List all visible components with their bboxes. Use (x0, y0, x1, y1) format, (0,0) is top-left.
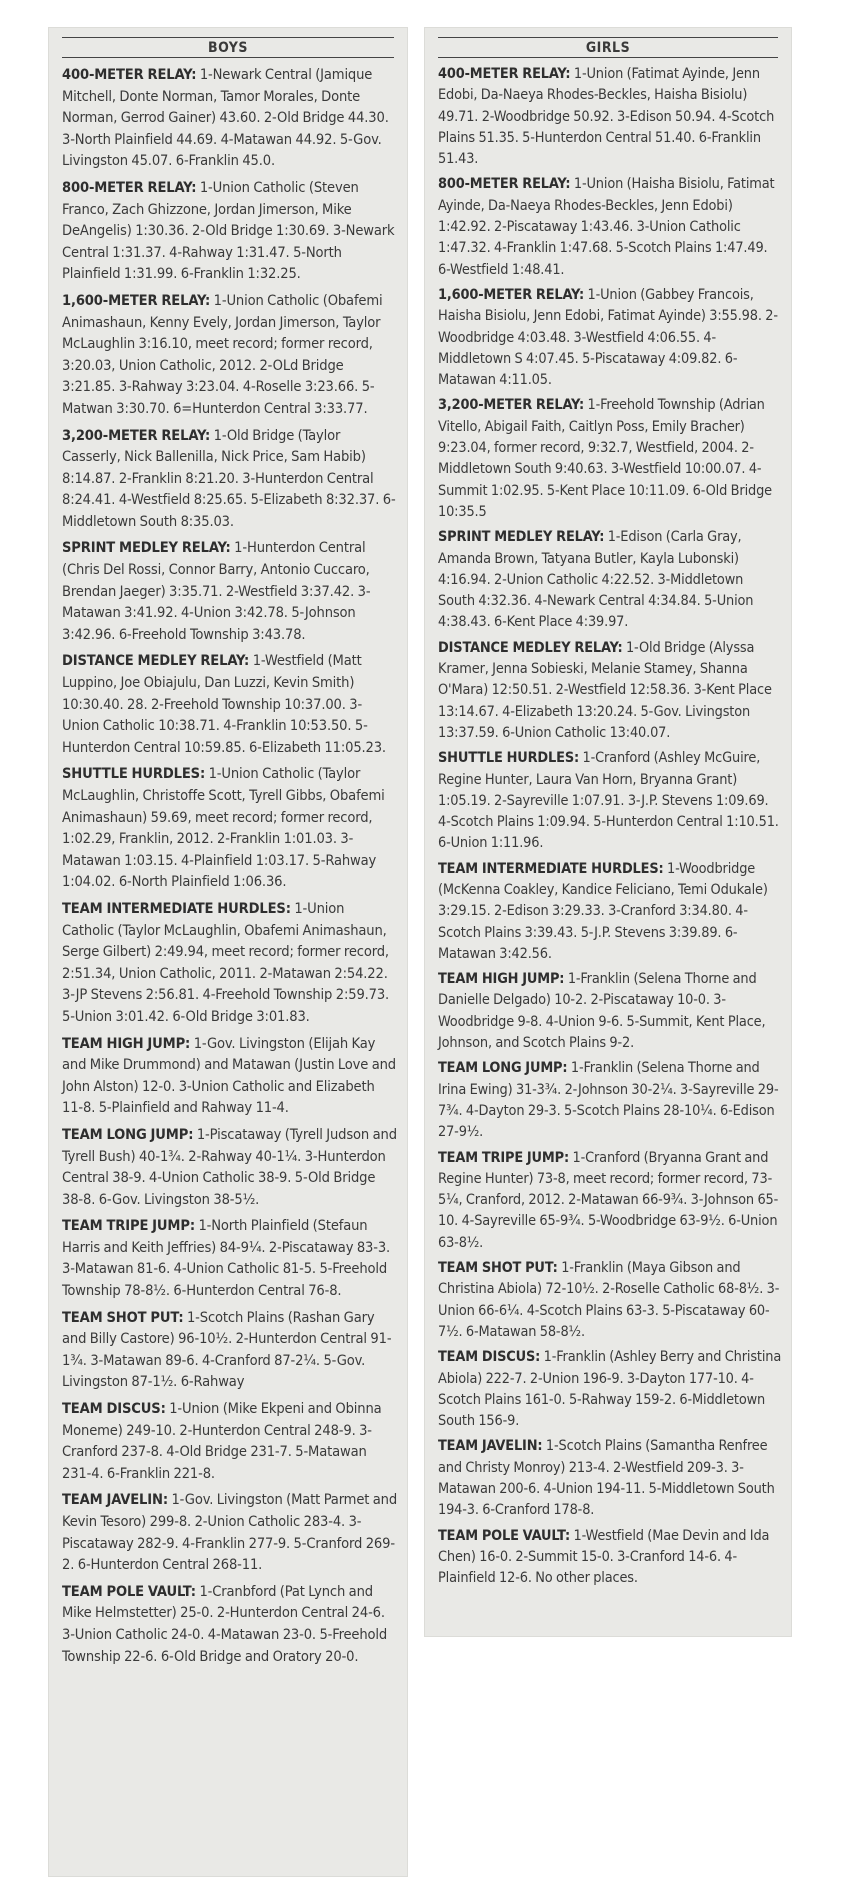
event-results-text: 1-Union Catholic (Obafemi Animashaun, Kenny Evely, Jordan Jimerson, Taylor McLaughlin 3:16.10, meet record; former record, 3:20.03, Union Catholic, 2012. 2-OLd Bridge 3:21.85. 3-Rahway 3:23.04. 4-Roselle 3:23.66. 5-Matwan 3:30.70. 6=Hunterdon Central 3:33.77. (62, 291, 383, 417)
boys-event-result (62, 1124, 398, 1210)
boys-event-result (62, 1398, 398, 1484)
boys-event-result (62, 537, 398, 645)
event-results-text: 1-Gov. Livingston (Matt Parmet and Kevin Tesoro) 299-8. 2-Union Catholic 283-4. 3-Piscataway 282-9. 4-Franklin 277-9. 5-Cranford 269-2. 6-Hunterdon Central 268-11. (62, 1491, 398, 1574)
girls-event-result (438, 1526, 782, 1590)
girls-event-result (438, 527, 782, 633)
event-results-text: 1-Union (Fatimat Ayinde, Jenn Edobi, Da-Naeya Rhodes-Beckles, Haisha Bisiolu) 49.71. 2-Woodbridge 50.92. 3-Edison 50.94. 4-Scotch Plains 51.35. 5-Hunterdon Central 51.40. 6-Franklin 51.43. (438, 66, 775, 168)
boys-event-result (62, 425, 398, 533)
event-results-text: 1-Newark Central (Jamique Mitchell, Donte Norman, Tamor Morales, Donte Norman, Gerrod Gainer) 43.60. 2-Old Bridge 44.30. 3-North Plainfield 44.69. 4-Matawan 44.92. 5-Gov. Livingston 45.07. 6-Franklin 45.0. (62, 66, 389, 170)
girls-event-result (438, 395, 782, 523)
girls-results-column (424, 27, 792, 1637)
event-results-text: 1-Union Catholic (Taylor McLaughlin, Obafemi Animashaun, Serge Gilbert) 2:49.94, meet record; former record, 2:51.34, Union Catholic, 2011. 2-Matawan 2:54.22. 3-JP Stevens 2:56.81. 4-Freehold Township 2:59.73. 5-Union 3:01.42. 6-Old Bridge 3:01.83. (62, 899, 390, 1025)
event-results-text: 1-Franklin (Selena Thorne and Danielle Delgado) 10-2. 2-Piscataway 10-0. 3-Woodbridge 9-8. 4-Union 9-6. 5-Summit, Kent Place, Johnson, and Scotch Plains 9-2. (438, 971, 766, 1052)
event-title: 3,200-METER RELAY: (438, 397, 585, 414)
event-title: TEAM POLE VAULT: (438, 1527, 571, 1544)
event-results-text: 1-North Plainfield (Stefaun Harris and Keith Jeffries) 84-9¼. 2-Piscataway 83-3. 3-Matawan 81-6. 4-Union Catholic 81-5. 5-Freehold Township 78-8½. 6-Hunterdon Central 76-8. (62, 1217, 391, 1300)
girls-event-result (438, 285, 782, 391)
event-title: SPRINT MEDLEY RELAY: (62, 539, 231, 557)
event-title: TEAM JAVELIN: (62, 1491, 168, 1509)
girls-event-result (438, 969, 782, 1054)
event-results-text: 1-Piscataway (Tyrell Judson and Tyrell Bush) 40-1¾. 2-Rahway 40-1¼. 3-Hunterdon Central 38-9. 4-Union Catholic 38-9. 5-Old Bridge 38-8. 6-Gov. Livingston 38-5½. (62, 1125, 397, 1208)
boys-event-result (62, 1307, 398, 1393)
boys-event-result (62, 1033, 398, 1119)
girls-event-result (438, 1058, 782, 1143)
boys-heading: BOYS (62, 37, 394, 58)
event-title: TEAM HIGH JUMP: (438, 971, 565, 988)
boys-event-result (62, 763, 398, 893)
girls-event-result (438, 1258, 782, 1343)
event-title: 400-METER RELAY: (62, 66, 197, 83)
event-results-text: 1-Gov. Livingston (Elijah Kay and Mike Drummond) and Matawan (Justin Love and John Alston) 12-0. 3-Union Catholic and Elizabeth 11-8. 5-Plainfield and Rahway 11-4. (62, 1034, 396, 1117)
event-title: TEAM INTERMEDIATE HURDLES: (62, 899, 291, 917)
event-results-text: 1-Cranford (Ashley McGuire, Regine Hunter, Laura Van Horn, Bryanna Grant) 1:05.19. 2-Sayreville 1:07.91. 3-J.P. Stevens 1:09.69. 4-Scotch Plains 1:09.94. 5-Hunterdon Central 1:10.51. 6-Union 1:11.96. (438, 750, 779, 852)
event-results-text: 1-Cranford (Bryanna Grant and Regine Hunter) 73-8, meet record; former record, 73-5¼, Cranford, 2012. 2-Matawan 66-9¾. 3-Johnson 65-10. 4-Sayreville 65-9¾. 5-Woodbridge 63-9½. 6-Union 63-8½. (438, 1149, 779, 1251)
girls-event-result (438, 1347, 782, 1432)
event-title: TEAM TRIPE JUMP: (62, 1217, 195, 1235)
event-title: TEAM SHOT PUT: (62, 1308, 184, 1326)
event-title: SPRINT MEDLEY RELAY: (438, 529, 605, 546)
event-title: DISTANCE MEDLEY RELAY: (62, 652, 250, 670)
event-results-text: 1-Scotch Plains (Samantha Renfree and Christy Monroy) 213-4. 2-Westfield 209-3. 3-Matawan 200-6. 4-Union 194-11. 5-Middletown South 194-3. 6-Cranford 178-8. (438, 1438, 775, 1519)
event-results-text: 1-Edison (Carla Gray, Amanda Brown, Tatyana Butler, Kayla Lubonski) 4:16.94. 2-Union Catholic 4:22.52. 3-Middletown South 4:32.36. 4-Newark Central 4:34.84. 5-Union 4:38.43. 6-Kent Place 4:39.97. (438, 529, 754, 631)
girls-event-result (438, 64, 782, 170)
event-title: TEAM INTERMEDIATE HURDLES: (438, 860, 664, 877)
boys-event-result (62, 650, 398, 758)
girls-heading: GIRLS (438, 37, 778, 58)
event-title: TEAM HIGH JUMP: (62, 1034, 191, 1052)
boys-event-result (62, 1581, 398, 1667)
event-results-text: 1-Franklin (Maya Gibson and Christina Abiola) 72-10½. 2-Roselle Catholic 68-8½. 3-Union 66-6¼. 4-Scotch Plains 63-3. 5-Piscataway 60-7½. 6-Matawan 58-8½. (438, 1260, 780, 1340)
boys-event-result (62, 64, 398, 172)
boys-event-result (62, 898, 398, 1028)
event-results-text: 1-Westfield (Matt Luppino, Joe Obiajulu, Dan Luzzi, Kevin Smith) 10:30.40. 28. 2-Freehold Township 10:37.00. 3-Union Catholic 10:38.71. 4-Franklin 10:53.50. 5-Hunterdon Central 10:59.85. 6-Elizabeth 11:05.23. (62, 652, 386, 756)
event-results-text: 1-Woodbridge (McKenna Coakley, Kandice Feliciano, Temi Odukale) 3:29.15. 2-Edison 3:29.33. 3-Cranford 3:34.80. 4-Scotch Plains 3:39.43. 5-J.P. Stevens 3:39.89. 6-Matawan 3:42.56. (438, 860, 768, 962)
event-results-text: 1-Franklin (Ashley Berry and Christina Abiola) 222-7. 2-Union 196-9. 3-Dayton 177-10. 4-Scotch Plains 161-0. 5-Rahway 159-2. 6-Middletown South 156-9. (438, 1349, 782, 1430)
event-title: TEAM LONG JUMP: (438, 1060, 568, 1077)
event-results-text: 1-Union (Mike Ekpeni and Obinna Moneme) 249-10. 2-Hunterdon Central 248-9. 3-Cranford 237-8. 4-Old Bridge 231-7. 5-Matawan 231-4. 6-Franklin 221-8. (62, 1400, 382, 1482)
event-title: TEAM JAVELIN: (438, 1438, 543, 1455)
girls-event-result (438, 1436, 782, 1521)
event-results-text: 1-Old Bridge (Taylor Casserly, Nick Ballenilla, Nick Price, Sam Habib) 8:14.87. 2-Franklin 8:21.20. 3-Hunterdon Central 8:24.41. 4-Westfield 8:25.65. 5-Elizabeth 8:32.37. 6-Middletown South 8:35.03. (62, 426, 396, 530)
event-title: TEAM POLE VAULT: (62, 1582, 196, 1600)
girls-event-result (438, 638, 782, 744)
event-results-text: 1-Freehold Township (Adrian Vitello, Abigail Faith, Caitlyn Poss, Emily Bracher) 9:23.04, former record, 9:32.7, Westfield, 2004. 2-Middletown South 9:40.63. 3-Westfield 10:00.07. 4-Summit 1:02.95. 5-Kent Place 10:11.09. 6-Old Bridge 10:35.5 (438, 397, 772, 520)
event-title: TEAM SHOT PUT: (438, 1260, 558, 1277)
event-results-text: 1-Union (Gabbey Francois, Haisha Bisiolu, Jenn Edobi, Fatimat Ayinde) 3:55.98. 2-Woodbridge 4:03.48. 3-Westfield 4:06.55. 4-Middletown S 4:07.45. 5-Piscataway 4:09.82. 6-Matawan 4:11.05. (438, 286, 778, 389)
girls-event-list (424, 58, 792, 1589)
event-results-text: 1-Cranbford (Pat Lynch and Mike Helmstetter) 25-0. 2-Hunterdon Central 24-6. 3-Union Catholic 24-0. 4-Matawan 23-0. 5-Freehold Township 22-6. 6-Old Bridge and Oratory 20-0. (62, 1582, 388, 1665)
event-title: 400-METER RELAY: (438, 66, 571, 82)
event-results-text: 1-Scotch Plains (Rashan Gary and Billy Castore) 96-10½. 2-Hunterdon Central 91-1¾. 3-Matawan 89-6. 4-Cranford 87-2¼. 5-Gov. Livingston 87-1½. 6-Rahway (62, 1308, 392, 1391)
event-title: TEAM DISCUS: (62, 1400, 166, 1418)
event-title: TEAM LONG JUMP: (62, 1125, 194, 1143)
event-title: TEAM TRIPE JUMP: (438, 1149, 570, 1166)
event-title: SHUTTLE HURDLES: (438, 750, 580, 767)
event-title: 800-METER RELAY: (438, 176, 571, 193)
event-results-text: 1-Union Catholic (Steven Franco, Zach Ghizzone, Jordan Jimerson, Mike DeAngelis) 1:30.36. 2-Old Bridge 1:30.69. 3-Newark Central 1:31.37. 4-Rahway 1:31.47. 5-North Plainfield 1:31.99. 6-Franklin 1:32.25. (62, 178, 395, 283)
boys-event-result (62, 1489, 398, 1575)
girls-event-result (438, 748, 782, 854)
event-title: 1,600-METER RELAY: (438, 286, 585, 303)
event-results-text: 1-Union (Haisha Bisiolu, Fatimat Ayinde, Da-Naeya Rhodes-Beckles, Jenn Edobi) 1:42.92. 2-Piscataway 1:43.46. 3-Union Catholic 1:47.32. 4-Franklin 1:47.68. 5-Scotch Plains 1:47.49. 6-Westfield 1:48.41. (438, 176, 775, 278)
event-results-text: 1-Union Catholic (Taylor McLaughlin, Christoffe Scott, Tyrell Gibbs, Obafemi Animashaun) 59.69, meet record; former record, 1:02.29, Franklin, 2012. 2-Franklin 1:01.03. 3-Matawan 1:03.15. 4-Plainfield 1:03.17. 5-Rahway 1:04.02. 6-North Plainfield 1:06.36. (62, 765, 385, 891)
boys-event-result (62, 177, 398, 285)
event-title: 800-METER RELAY: (62, 178, 197, 196)
girls-event-result (438, 859, 782, 965)
boys-event-result (62, 290, 398, 420)
boys-results-column (48, 27, 408, 1877)
boys-event-result (62, 1215, 398, 1301)
event-title: 3,200-METER RELAY: (62, 426, 211, 444)
girls-event-result (438, 174, 782, 280)
boys-event-list (48, 58, 408, 1667)
event-results-text: 1-Hunterdon Central (Chris Del Rossi, Connor Barry, Antonio Cuccaro, Brendan Jaeger) 3:35.71. 2-Westfield 3:37.42. 3-Matawan 3:41.92. 4-Union 3:42.78. 5-Johnson 3:42.96. 6-Freehold Township 3:43.78. (62, 539, 371, 643)
event-title: SHUTTLE HURDLES: (62, 765, 206, 783)
event-title: DISTANCE MEDLEY RELAY: (438, 639, 623, 656)
event-title: 1,600-METER RELAY: (62, 291, 211, 309)
event-title: TEAM DISCUS: (438, 1349, 541, 1366)
event-results-text: 1-Old Bridge (Alyssa Kramer, Jenna Sobieski, Melanie Stamey, Shanna O'Mara) 12:50.51. 2-Westfield 12:58.36. 3-Kent Place 13:14.67. 4-Elizabeth 13:20.24. 5-Gov. Livingston 13:37.59. 6-Union Catholic 13:40.07. (438, 639, 772, 741)
event-results-text: 1-Westfield (Mae Devin and Ida Chen) 16-0. 2-Summit 15-0. 3-Cranford 14-6. 4-Plainfield 12-6. No other places. (438, 1527, 770, 1587)
event-results-text: 1-Franklin (Selena Thorne and Irina Ewing) 31-3¾. 2-Johnson 30-2¼. 3-Sayreville 29-7¾. 4-Dayton 29-3. 5-Scotch Plains 28-10¼. 6-Edison 27-9½. (438, 1060, 779, 1141)
girls-event-result (438, 1148, 782, 1254)
